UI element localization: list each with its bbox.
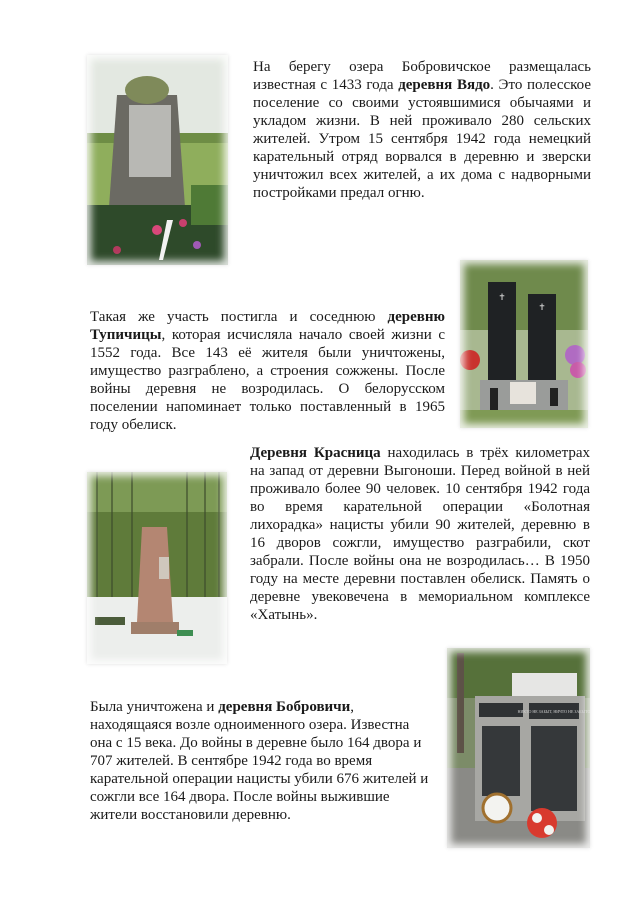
photo-bobrovichi-memorial-wall [447, 648, 590, 848]
paragraph-krasnitsa: Деревня Красница находилась в трёх километрах на запад от деревни Выгоноши. Перед войной в ней проживало более 90 человек. 10 сентября 1942 года во время карательной операции «Болотная лихорадка» нацисты убили 90 жителей, деревню в 16 дворов сожгли, имущество разграбили, скот забрали. После войны она не возродилась… В 1950 году на месте деревни поставлен обелиск. Память о деревне увековечена в мемориальном комплексе «Хатынь». [250, 445, 590, 623]
memorial-wall-photo-icon [447, 648, 590, 848]
village-name-vyado: деревня Вядо [398, 77, 491, 93]
village-name-tupichitsy: деревню Тупичицы [90, 309, 445, 343]
paragraph-bobrovichi: Была уничтожена и деревня Бобровичи, находящаяся возле одноименного озера. Известна она с 15 века. До войны в деревне было 164 двора и 707 жителей. В сентябре 1942 года во время карательной операции нацисты убили 676 жителей и сожгли все 164 двора. После войны выжившие жители восстановили деревню. [90, 699, 429, 823]
photo-tupichitsy-steles [460, 260, 588, 428]
paragraph-vyado: На берегу озера Бобровичское размещалась известная с 1433 года деревня Вядо. Это полесское поселение со своими устоявшимися обычаями и укладом жизни. В ней проживало 280 сельских жителей. Утром 15 сентября 1942 года немецкий карательный отряд ворвался в деревню и зверски уничтожил всех жителей, а их дома с надворными постройками предал огню. [253, 59, 591, 201]
village-name-bobrovichi: деревня Бобровичи [218, 699, 351, 715]
svg-text:✝: ✝ [538, 302, 546, 312]
village-name-krasnitsa: Деревня Красница [250, 445, 381, 461]
memorial-photo-icon [460, 260, 588, 428]
memorial-photo-icon [87, 55, 228, 265]
paragraph-tupichitsy: Такая же участь постигла и соседнюю деревню Тупичицы, которая исчисляла начало своей жизни с 1552 года. Все 143 её жителя были уничтожены, имущество разграблено, а строения сожжены. После войны деревня не возродилась. О белорусском поселении напоминает только поставленный в 1965 году обелиск. [90, 309, 445, 433]
svg-text:✝: ✝ [498, 292, 506, 302]
obelisk-photo-icon [87, 472, 227, 664]
svg-text:НИКТО НЕ ЗАБЫТ, НИЧТО НЕ ЗАБЫТ: НИКТО НЕ ЗАБЫТ, НИЧТО НЕ ЗАБЫТО [517, 709, 590, 714]
photo-vyado-memorial [87, 55, 228, 265]
photo-krasnitsa-obelisk [87, 472, 227, 664]
